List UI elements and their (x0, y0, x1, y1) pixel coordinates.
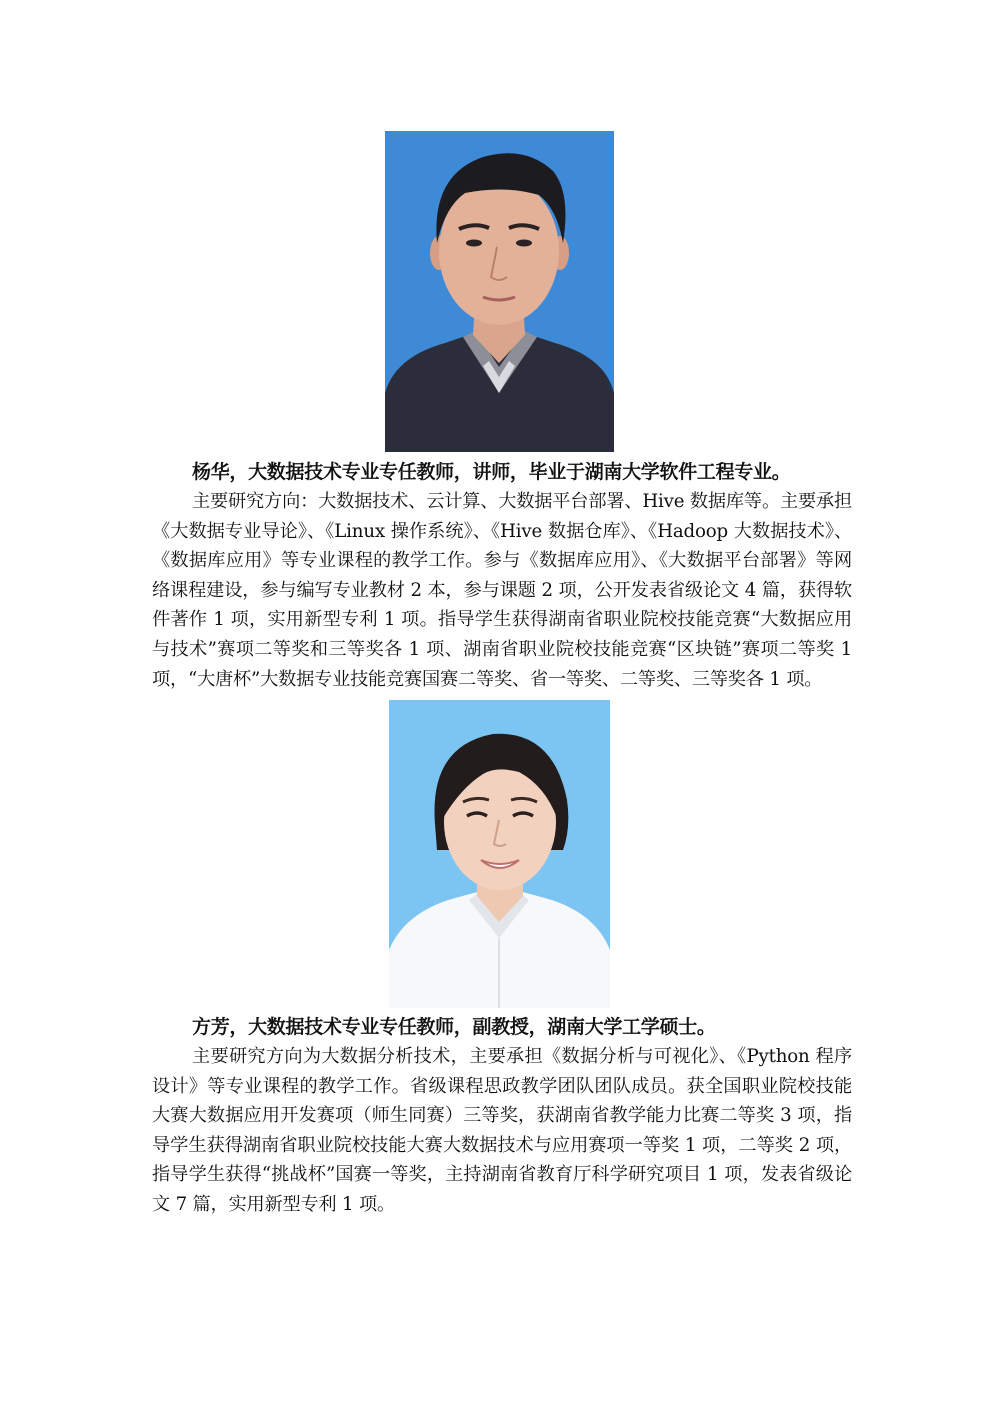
profile-heading: 杨华，大数据技术专业专任教师，讲师，毕业于湖南大学软件工程专业。 (192, 461, 791, 483)
profile-yang-hua (152, 457, 852, 694)
profile-heading: 方芳，大数据技术专业专任教师，副教授，湖南大学工学硕士。 (192, 1016, 716, 1038)
portrait-photo-woman (389, 700, 610, 1008)
profile-body: 主要研究方向为大数据分析技术，主要承担《数据分析与可视化》、《Python 程序设计》等专业课程的教学工作。省级课程思政教学团队团队成员。获全国职业院校技能大赛大数据应用开发赛项（师生同赛）三等奖，获湖南省教学能力比赛二等奖 3 项，指导学生获得湖南省职业院校技能大赛大数据技术与应用赛项一等奖 1 项，二等奖 2 项，指导学生获得“挑战杯”国赛一等奖，主持湖南省教育厅科学研究项目 1 项，发表省级论文 7 篇，实用新型专利 1 项。 (152, 1046, 852, 1215)
profile-fang-fang (152, 1012, 852, 1220)
portrait-photo-man (385, 131, 614, 452)
profile-body: 主要研究方向：大数据技术、云计算、大数据平台部署、Hive 数据库等。主要承担《大数据专业导论》、《Linux 操作系统》、《Hive 数据仓库》、《Hadoop 大数据技术》、《数据库应用》等专业课程的教学工作。参与《数据库应用》、《大数据平台部署》等网络课程建设，参与编写专业教材 2 本，参与课题 2 项，公开发表省级论文 4 篇，获得软件著作 1 项，实用新型专利 1 项。指导学生获得湖南省职业院校技能竞赛“大数据应用与技术”赛项二等奖和三等奖各 1 项、湖南省职业院校技能竞赛“区块链”赛项二等奖 1 项，“大唐杯”大数据专业技能竞赛国赛二等奖、省一等奖、二等奖、三等奖各 1 项。 (152, 491, 852, 690)
